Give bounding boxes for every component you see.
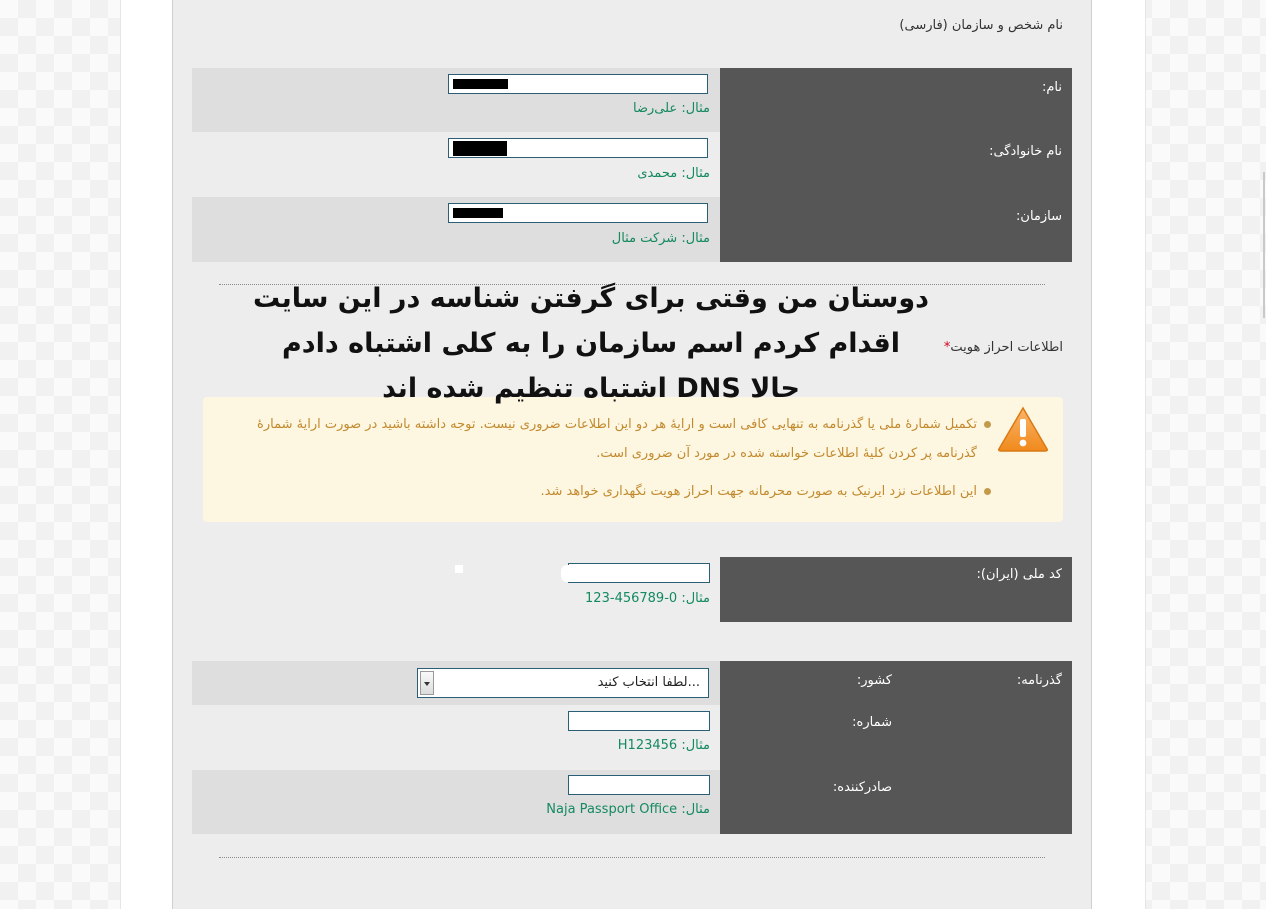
right-margin-column (1090, 0, 1146, 909)
country-select-value: ...لطفا انتخاب کنید (597, 675, 700, 690)
passport-issuer-field-cell (192, 770, 720, 834)
redacted-value (453, 208, 503, 218)
redacted-value (561, 565, 651, 582)
identity-section-title (944, 340, 1063, 355)
warning-box (203, 397, 1063, 522)
passport-number-input[interactable] (568, 711, 710, 731)
passport-issuer-input[interactable] (568, 775, 710, 795)
passport-number-label: شماره: (852, 715, 892, 730)
organization-label: سازمان: (1016, 209, 1062, 224)
first-name-input[interactable] (448, 74, 708, 94)
passport-country-row (192, 661, 1072, 705)
organization-label-cell (720, 197, 1072, 262)
section-title-person: نام شخص و سازمان (فارسی) (899, 18, 1063, 33)
passport-issuer-label-cell (720, 770, 1072, 834)
last-name-example: مثال: محمدی (637, 166, 710, 181)
passport-number-label-cell (720, 705, 1072, 770)
warning-item: این اطلاعات نزد ایرنیک به صورت محرمانه جهت احراز هویت نگهداری خواهد شد. (237, 477, 977, 506)
country-select[interactable] (417, 668, 709, 698)
first-name-label: نام: (1041, 80, 1062, 95)
identity-title: اطلاعات احراز هویت (950, 340, 1063, 355)
first-name-row (192, 68, 1072, 132)
passport-issuer-label: صادرکننده: (832, 780, 892, 795)
country-label: کشور: (856, 673, 892, 688)
organization-input[interactable] (448, 203, 708, 223)
organization-field-cell (192, 197, 720, 262)
last-name-row (192, 132, 1072, 197)
passport-label: گذرنامه: (1016, 673, 1062, 688)
first-name-label-cell (720, 68, 1072, 132)
passport-number-field-cell (192, 705, 720, 770)
scrollbar-edge (1263, 172, 1265, 318)
organization-example: مثال: شرکت مثال (611, 231, 710, 246)
annotation-line: دوستان من وقتی برای گرفتن شناسه در این سایت (253, 283, 929, 314)
first-name-example: مثال: علی‌رضا (633, 101, 710, 116)
passport-issuer-row (192, 770, 1072, 834)
last-name-label: نام خانوادگی: (989, 144, 1062, 159)
national-id-row (192, 557, 1072, 622)
passport-label-cell (720, 661, 1072, 705)
passport-number-row (192, 705, 1072, 770)
redacted-value (453, 79, 508, 89)
first-name-field-cell (192, 68, 720, 132)
redacted-value (453, 141, 507, 156)
country-field-cell (192, 661, 720, 705)
required-mark: * (943, 340, 951, 355)
organization-row (192, 197, 1072, 262)
passport-number-example: مثال: H123456 (617, 738, 710, 753)
annotation-line: حالا DNS اشتباه تنظیم شده اند (382, 373, 800, 404)
redaction-mark (455, 565, 463, 573)
national-id-example: مثال: 0-456789-123 (585, 591, 710, 606)
last-name-input[interactable] (448, 138, 708, 158)
national-id-input[interactable] (568, 563, 710, 583)
warning-triangle-icon (997, 405, 1049, 457)
annotation-line: اقدام کردم اسم سازمان را به کلی اشتباه دادم (281, 328, 901, 359)
registration-form-panel (172, 0, 1092, 909)
section-divider (219, 857, 1045, 858)
warning-item: تکمیل شمارهٔ ملی یا گذرنامه به تنهایی کافی است و ارایهٔ هر دو این اطلاعات ضروری نیست. توجه داشته باشید در صورت ارایهٔ شمارهٔ گذرنامه پر کردن کلیهٔ اطلاعات خواسته شده در مورد آن ضروری است. (237, 410, 977, 468)
national-id-label-cell (720, 557, 1072, 622)
chevron-down-icon[interactable] (420, 671, 434, 695)
last-name-label-cell (720, 132, 1072, 197)
national-id-field-cell (192, 557, 720, 622)
left-margin-column (120, 0, 174, 909)
last-name-field-cell (192, 132, 720, 197)
annotation-overlay (231, 276, 951, 411)
passport-issuer-example: مثال: Naja Passport Office (546, 802, 710, 817)
national-id-label: کد ملی (ایران): (976, 567, 1062, 582)
